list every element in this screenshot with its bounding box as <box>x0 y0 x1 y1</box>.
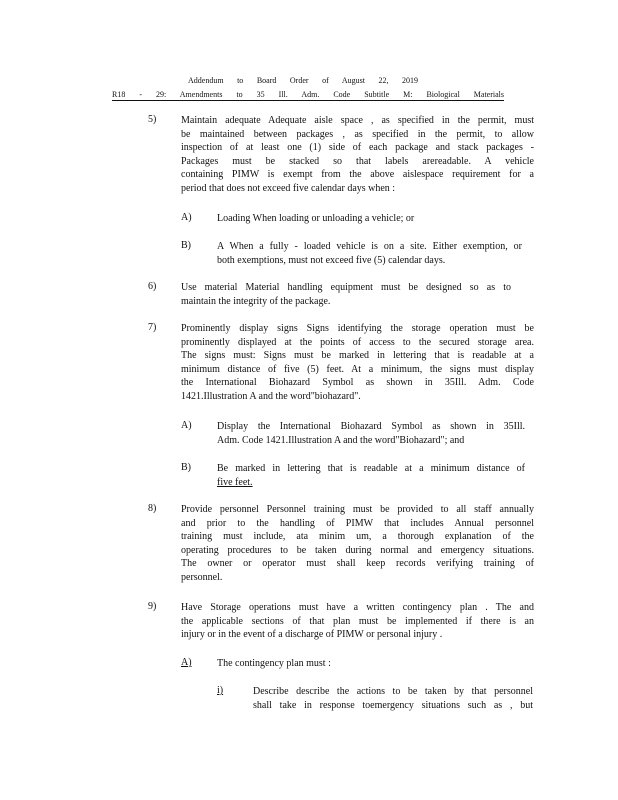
text-line: the International Biohazard Symbol as shown in 35Ill. Adm. Code <box>181 377 534 388</box>
text-line: Describe describe the actions to be taken by that personnel <box>253 686 533 697</box>
text-line: Loading When loading or unloading a vehicle; or <box>217 213 415 224</box>
item-number: A) <box>181 212 192 223</box>
text-line: period that does not exceed five calendar days when : <box>181 182 396 194</box>
text-line: Packages must be stacked so that labels arereadable. A vehicle <box>181 155 534 167</box>
item-5a-text <box>217 212 457 226</box>
item-7b-text <box>217 462 525 489</box>
text-line: Be marked in lettering that is readable at a minimum distance of <box>217 463 525 474</box>
item-number: A) <box>181 657 192 668</box>
text-line: The owner or operator must shall keep records verifying training of <box>181 558 534 569</box>
text-line: both exemptions, must not exceed five (5) calendar days. <box>217 254 446 266</box>
item-6-text <box>181 281 511 308</box>
header-line-1: Addendum to Board Order of August 22, 2019 <box>188 76 418 85</box>
text-line: Have Storage operations must have a written contingency plan . The and <box>181 602 534 613</box>
item-5-text <box>181 114 534 195</box>
item-9-text <box>181 601 534 642</box>
text-line: The signs must: Signs must be marked in lettering that is readable at a <box>181 350 534 361</box>
item-number: 5) <box>148 114 157 125</box>
text-line: The contingency plan must : <box>217 658 331 669</box>
item-number: 9) <box>148 601 157 612</box>
text-line: containing PIMW is exempt from the above aislespace requirement for a <box>181 169 534 180</box>
text-line: training must include, ata minim um, a thorough explanation of the <box>181 531 534 542</box>
item-7-text <box>181 322 534 403</box>
item-8-text <box>181 503 534 584</box>
text-line: Use material Material handling equipment must be designed so as to <box>181 282 511 293</box>
text-line: personnel. <box>181 571 223 583</box>
text-line: be maintained between packages , as specified in the permit, to allow <box>181 128 534 140</box>
text-line: and prior to the handling of PIMW that includes Annual personnel <box>181 517 534 529</box>
item-number: B) <box>181 462 191 473</box>
header-line-2: R18 - 29: Amendments to 35 Ill. Adm. Code Subtitle M: Biological Materials <box>112 90 504 99</box>
text-line: Adm. Code 1421.Illustration A and the word"Biohazard"; and <box>217 434 465 446</box>
text-line: injury or in the event of a discharge of PIMW or personal injury . <box>181 629 443 640</box>
text-line: 1421.Illustration A and the word"biohazard". <box>181 390 361 402</box>
text-line: prominently displayed at the points of access to the secured storage area. <box>181 336 534 348</box>
item-5b-text <box>217 240 522 267</box>
item-number: 7) <box>148 322 157 333</box>
item-number: B) <box>181 240 191 251</box>
item-number: 8) <box>148 503 157 514</box>
text-line: Provide personnel Personnel training must be provided to all staff annually <box>181 504 534 515</box>
text-line: minimum distance of five (5) feet. At a minimum, the signs must display <box>181 363 534 375</box>
text-line: A When a fully - loaded vehicle is on a site. Either exemption, or <box>217 241 522 252</box>
item-7a-text <box>217 420 525 447</box>
item-number: i) <box>217 685 224 696</box>
item-9ai-text <box>253 685 533 712</box>
text-line: maintain the integrity of the package. <box>181 295 331 307</box>
text-line: inspection of at least one (1) side of each package and stack packages - <box>181 142 534 153</box>
text-line: Prominently display signs Signs identifying the storage operation must be <box>181 323 534 334</box>
text-line: the applicable sections of that plan must be implemented if there is an <box>181 615 534 627</box>
text-line: operating procedures to be taken during normal and emergency situations. <box>181 544 534 556</box>
text-line: Display the International Biohazard Symbol as shown in 35Ill. <box>217 421 525 432</box>
text-line: Maintain adequate Adequate aisle space , as specified in the permit, must <box>181 115 534 126</box>
text-line: shall take in response toemergency situations such as , but <box>253 699 533 711</box>
item-number: 6) <box>148 281 157 292</box>
item-number: A) <box>181 420 192 431</box>
item-9a-text <box>217 657 377 671</box>
text-line: five feet. <box>217 476 253 488</box>
